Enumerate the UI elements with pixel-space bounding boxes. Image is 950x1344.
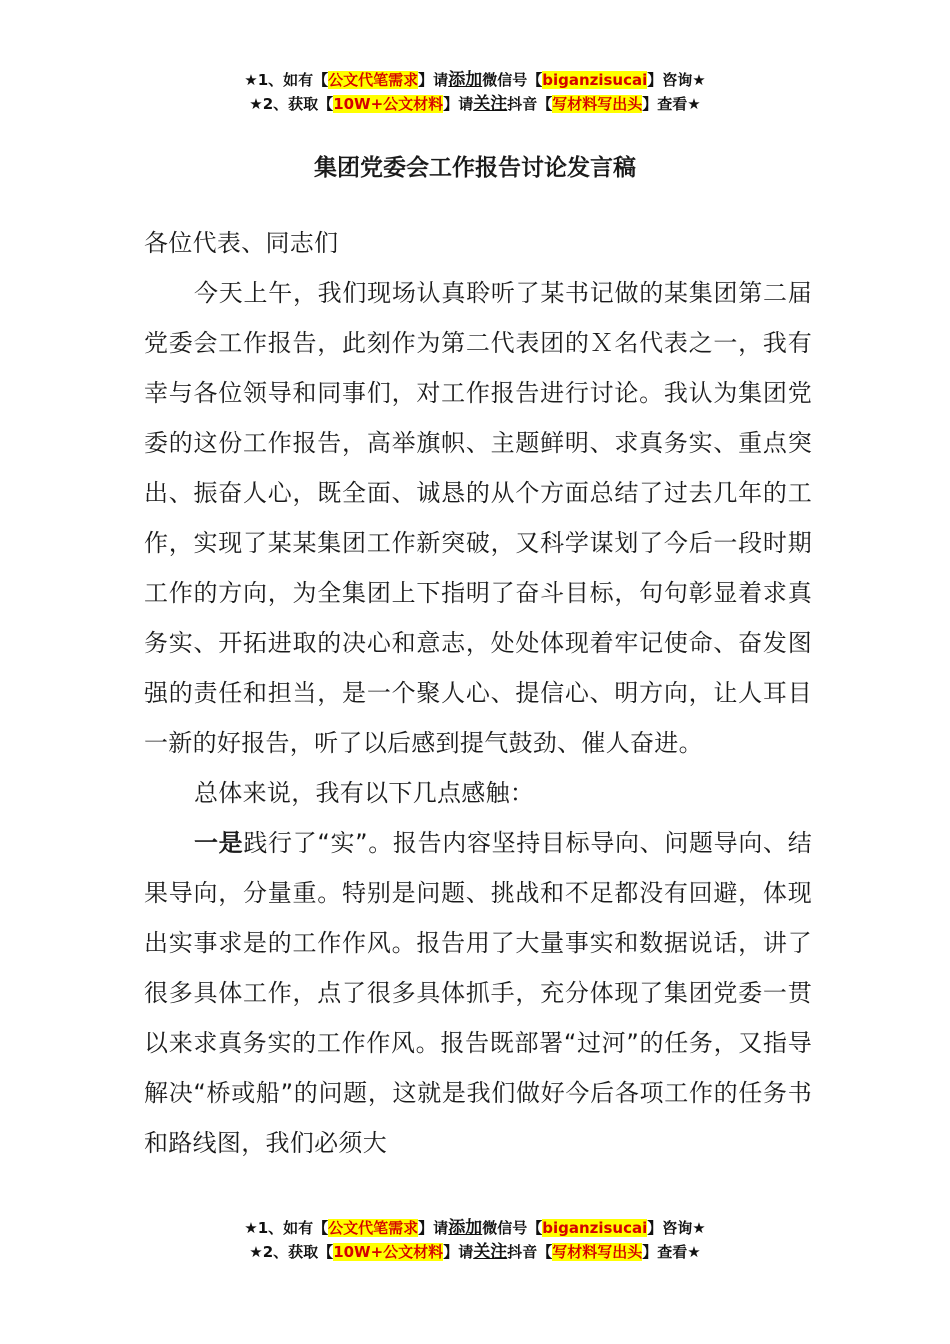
banner-highlight: biganzisucai <box>542 71 648 89</box>
paragraph-3-lead: 一是 <box>194 829 244 857</box>
banner-highlight: biganzisucai <box>542 1219 648 1237</box>
paragraph-3 <box>144 818 812 1168</box>
document-title: 集团党委会工作报告讨论发言稿 <box>314 155 636 181</box>
banner-text: 】查看★ <box>642 1243 701 1261</box>
banner-highlight: 公文代笔需求 <box>328 71 419 89</box>
banner-text: ★1、如有【 <box>244 1219 329 1237</box>
banner-text: 】咨询★ <box>647 1219 706 1237</box>
salutation: 各位代表、同志们 <box>144 229 339 257</box>
paragraph-3-text: 践行了“实”。报告内容坚持目标导向、问题导向、结果导向，分量重。特别是问题、挑战和不足都没有回避，体现出实事求是的工作作风。报告用了大量事实和数据说话，讲了很多具体工作，点了很多具体抓手，充分体现了集团党委一贯以来求真务实的工作作风。报告既部署“过河”的任务，又指导解决“桥或船”的问题，这就是我们做好今后各项工作的任务书和路线图，我们必须大 <box>144 829 812 1157</box>
banner-line-1 <box>0 68 950 92</box>
banner-line-2 <box>0 92 950 116</box>
banner-line-1 <box>0 1216 950 1240</box>
banner-line-2 <box>0 1240 950 1264</box>
banner-text: ★2、获取【 <box>249 95 334 113</box>
banner-text: 抖音【 <box>507 1243 553 1261</box>
banner-text: 微信号【 <box>482 71 543 89</box>
banner-highlight: 10W+公文材料 <box>333 95 444 113</box>
paragraph-2: 总体来说，我有以下几点感触： <box>194 779 535 807</box>
banner-text: 】请 <box>418 71 449 89</box>
document-body <box>144 218 812 1168</box>
banner-text: 】查看★ <box>642 95 701 113</box>
footer-banner <box>0 1216 950 1264</box>
banner-highlight: 写材料写出头 <box>552 95 643 113</box>
banner-emphasis: 关注 <box>473 1242 508 1262</box>
paragraph-1: 今天上午，我们现场认真聆听了某书记做的某集团第二届党委会工作报告，此刻作为第二代表团的Ｘ名代表之一，我有幸与各位领导和同事们，对工作报告进行讨论。我认为集团党委的这份工作报告，高举旗帜、主题鲜明、求真务实、重点突出、振奋人心，既全面、诚恳的从个方面总结了过去几年的工作，实现了某某集团工作新突破，又科学谋划了今后一段时期工作的方向，为全集团上下指明了奋斗目标，句句彰显着求真务实、开拓进取的决心和意志，处处体现着牢记使命、奋发图强的责任和担当，是一个聚人心、提信心、明方向，让人耳目一新的好报告，听了以后感到提气鼓劲、催人奋进。 <box>144 279 812 757</box>
banner-highlight: 公文代笔需求 <box>328 1219 419 1237</box>
banner-text: 】请 <box>443 1243 474 1261</box>
header-banner <box>0 68 950 116</box>
banner-emphasis: 添加 <box>448 70 483 90</box>
banner-text: ★2、获取【 <box>249 1243 334 1261</box>
banner-text: 】咨询★ <box>647 71 706 89</box>
banner-highlight: 10W+公文材料 <box>333 1243 444 1261</box>
banner-text: 】请 <box>418 1219 449 1237</box>
banner-text: 微信号【 <box>482 1219 543 1237</box>
banner-emphasis: 关注 <box>473 94 508 114</box>
banner-text: ★1、如有【 <box>244 71 329 89</box>
banner-emphasis: 添加 <box>448 1218 483 1238</box>
banner-highlight: 写材料写出头 <box>552 1243 643 1261</box>
banner-text: 】请 <box>443 95 474 113</box>
banner-text: 抖音【 <box>507 95 553 113</box>
